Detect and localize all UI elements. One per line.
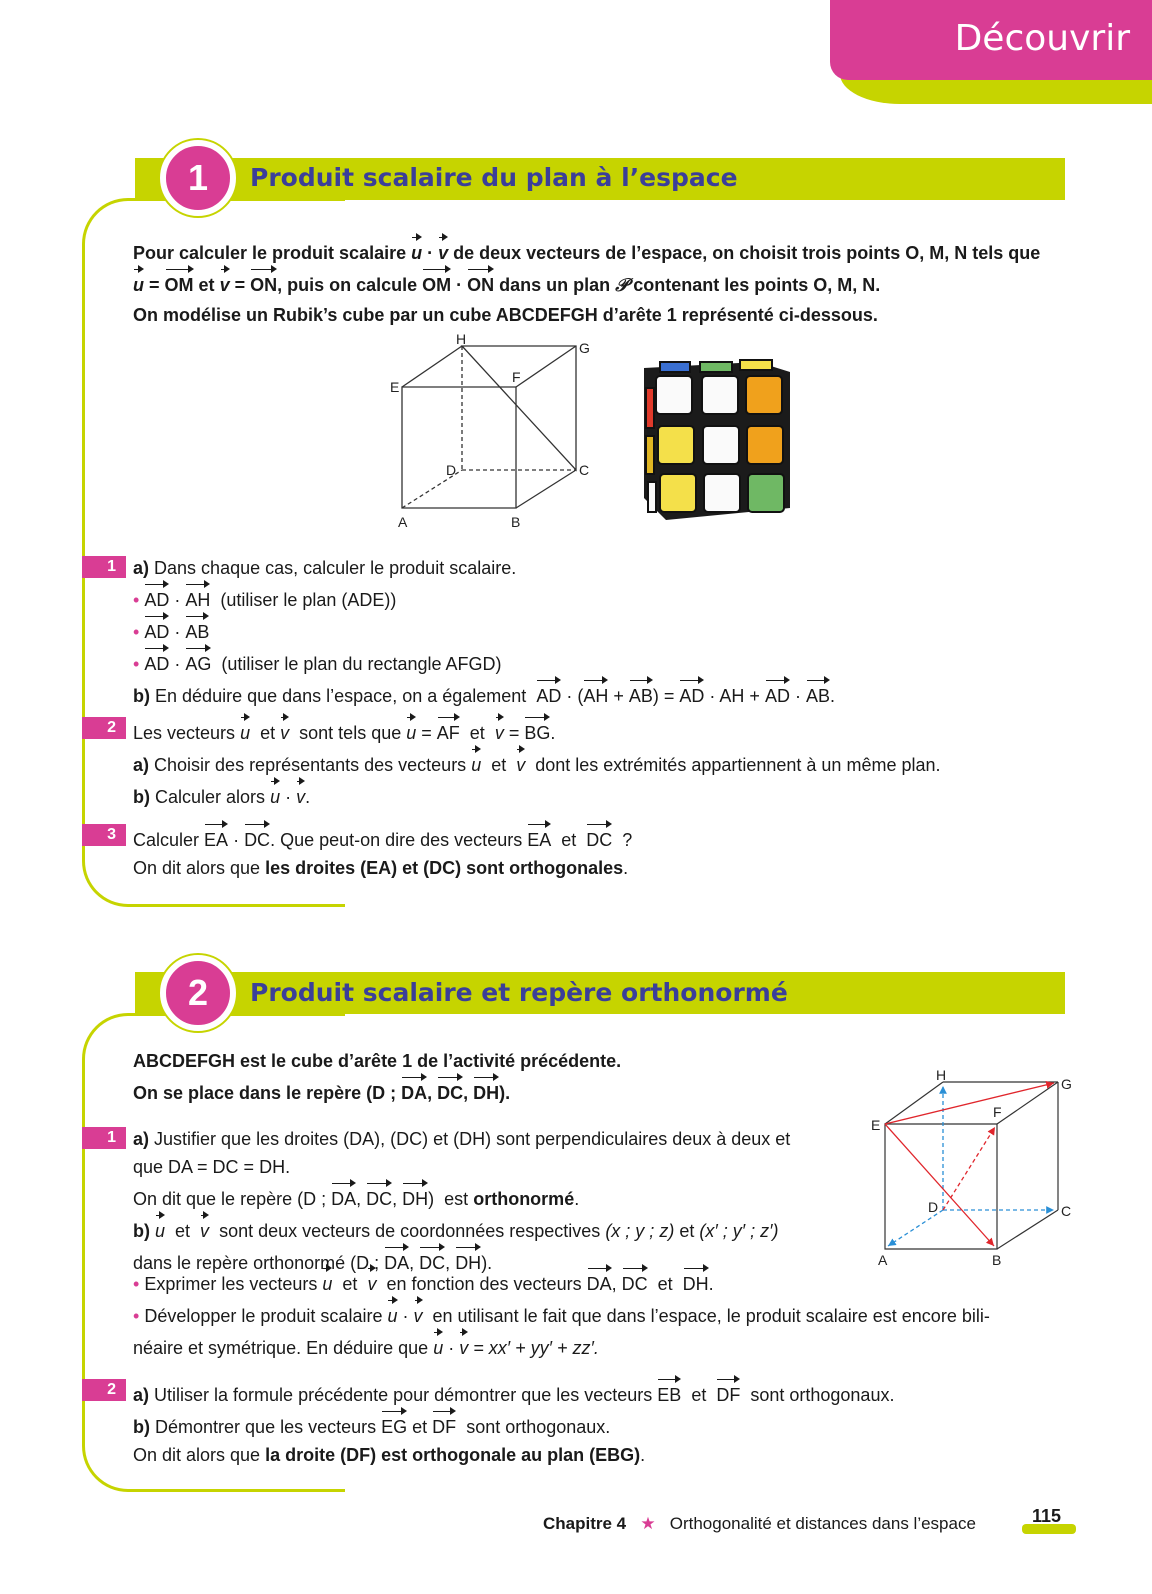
section2-intro: ABCDEFGH est le cube d’arête 1 de l’activité précédente. On se place dans le repère (D ; DA, DC, DH). <box>133 1047 833 1107</box>
footer-chapter: Chapitre 4 ★ Orthogonalité et distances dans l’espace <box>543 1514 976 1533</box>
s2-question-2-tab: 2 <box>82 1379 126 1401</box>
cube1-label-F: F <box>512 369 521 385</box>
cube1-label-A: A <box>398 514 408 530</box>
cube1-label-B: B <box>511 514 521 530</box>
cube2-label-G: G <box>1061 1076 1072 1092</box>
cube1-label-C: C <box>579 462 590 478</box>
cube2-label-D: D <box>928 1199 939 1215</box>
section2-number: 2 <box>160 955 236 1031</box>
s2-question-1-tab: 1 <box>82 1127 126 1149</box>
decouvrir-label: Découvrir <box>954 18 1130 59</box>
s2-question-1: a) Justifier que les droites (DA), (DC) et (DH) sont perpendiculaires deux à deux et que DA = DC = DH. On dit que le repère (D ; DA, DC, DH) est orthonormé. b) u et v sont deux vecteurs de coordonnées respectives (x ; y ; z) et (x′ ; y′ ; z′) dans le repère orthonormé (D ; DA, DC, DH). <box>133 1125 858 1277</box>
s1-question-2: Les vecteurs u et v sont tels que u = AF et v = BG. a) Choisir des représentants des vecteurs u et v dont les extrémités appartiennent à un même plan. b) Calculer alors u · v. <box>133 715 1053 811</box>
section1-intro-cube: On modélise un Rubik’s cube par un cube ABCDEFGH d’arête 1 représenté ci-dessous. <box>133 305 878 325</box>
cube2-label-B: B <box>992 1252 1002 1268</box>
s1-question-1: a) Dans chaque cas, calculer le produit scalaire. • AD · AH (utiliser le plan (ADE)) • AD · AB • AD · AG (utiliser le plan du rectangle AFGD) b) En déduire que dans l’espace, on a également AD · (AH + AB) = AD · AH + AD · AB. <box>133 554 1053 710</box>
s1-question-3: Calculer EA · DC. Que peut-on dire des vecteurs EA et DC ? On dit alors que les droites (EA) et (DC) sont orthogonales. <box>133 822 1053 882</box>
s2-question-1-bullets: • Exprimer les vecteurs u et v en fonction des vecteurs DA, DC et DH. • Développer le produit scalaire u · v en utilisant le fait que dans l’espace, le produit scalaire est encore bili- néaire et symétrique. En déduire que u · v = xx′ + yy′ + zz′. <box>133 1266 1063 1362</box>
rubiks-cube-image <box>638 358 798 524</box>
cube-diagram-1 <box>380 330 610 535</box>
cube1-label-D: D <box>446 462 457 478</box>
section2-title: Produit scalaire et repère orthonormé <box>250 978 788 1007</box>
cube1-label-E: E <box>390 379 400 395</box>
page-number: 115 <box>1032 1506 1062 1526</box>
cube2-label-C: C <box>1061 1203 1072 1219</box>
s1-question-3-tab: 3 <box>82 824 126 846</box>
cube2-label-E: E <box>871 1117 881 1133</box>
cube1-label-G: G <box>579 340 590 356</box>
cube-diagram-2 <box>868 1064 1088 1274</box>
section1-intro: Pour calculer le produit scalaire u · v de deux vecteurs de l’espace, on choisit trois points O, M, N tels que u = OM et v = ON, puis on calcule OM · ON dans un plan 𝒫 contenant les points O, M, N. <box>133 235 1063 299</box>
cube2-label-A: A <box>878 1252 888 1268</box>
s1-question-1-tab: 1 <box>82 556 126 578</box>
section1-number: 1 <box>160 140 236 216</box>
section1-title: Produit scalaire du plan à l’espace <box>250 163 738 192</box>
cube2-label-H: H <box>936 1067 947 1083</box>
star-icon: ★ <box>640 1514 656 1533</box>
cube1-label-H: H <box>456 331 467 347</box>
cube2-label-F: F <box>993 1104 1002 1120</box>
s2-question-2: a) Utiliser la formule précédente pour démontrer que les vecteurs EB et DF sont orthogonaux. b) Démontrer que les vecteurs EG et DF sont orthogonaux. On dit alors que la droite (DF) est orthogonale au plan (EBG). <box>133 1377 1063 1469</box>
s1-question-2-tab: 2 <box>82 717 126 739</box>
